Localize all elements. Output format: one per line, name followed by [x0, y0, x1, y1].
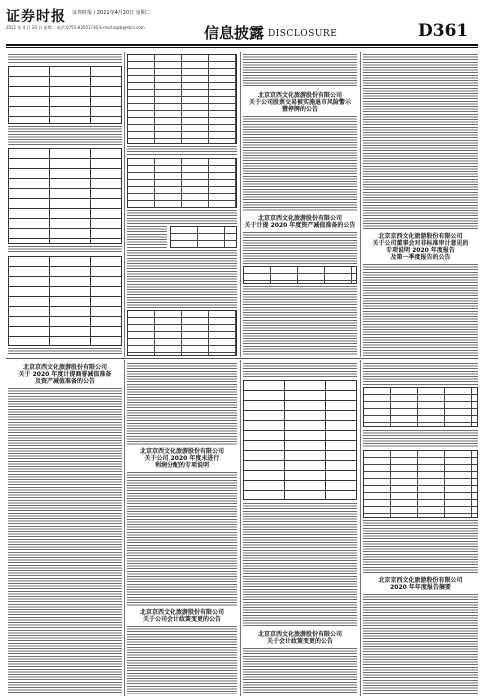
- masthead: [0, 0, 484, 50]
- data-table: [243, 380, 357, 500]
- body-text: [8, 126, 122, 146]
- body-text: [8, 388, 122, 694]
- body-text: [127, 472, 237, 606]
- body-text: [8, 348, 122, 356]
- column-divider: [124, 360, 125, 696]
- headline: 北京京西文化旅游股份有限公司 关于公司会计政策变更的公告: [127, 608, 237, 624]
- headline: 北京京西文化旅游股份有限公司 关于公司股票交易被实施退市风险警示 暨停牌的公告: [243, 91, 357, 114]
- edition-info: 证券时报 / 2021年4月20日 星期二: [72, 10, 151, 16]
- data-table: [243, 266, 357, 284]
- page-number: D361: [418, 21, 469, 41]
- body-text: [363, 54, 478, 230]
- masthead-rule: [6, 44, 478, 46]
- body-text: [363, 430, 478, 448]
- column-divider: [360, 360, 361, 696]
- headline: 北京京西文化旅游股份有限公司 关于 2020 年度计提商誉减值准备 及资产减值准备的公告: [8, 363, 122, 386]
- body-text: [363, 520, 478, 574]
- section-title: 信息披露: [204, 24, 265, 42]
- column-divider: [124, 52, 125, 357]
- body-text: [8, 54, 122, 64]
- data-table: [363, 387, 478, 427]
- section-divider: [6, 358, 478, 359]
- column-divider: [240, 360, 241, 696]
- data-table: [127, 310, 237, 356]
- body-text: [243, 116, 357, 212]
- data-table: [170, 226, 237, 248]
- body-text: [8, 246, 122, 254]
- body-text: [127, 210, 237, 224]
- body-text: [363, 594, 478, 694]
- masthead-rule-thin: [6, 47, 478, 48]
- body-text: [127, 626, 237, 694]
- newspaper-logo: 证券时报: [6, 9, 66, 25]
- headline: 北京京西文化旅游股份有限公司 关于公司董事会对非标准审计意见的 专项说明 2020 年度报告 及第一季度报告的公告: [363, 232, 478, 262]
- headline: 北京京西文化旅游股份有限公司 关于公司 2020 年度未进行 利润分配的专项说明: [127, 447, 237, 470]
- section-title-en: DISCLOSURE: [268, 29, 338, 39]
- data-table: [8, 256, 122, 346]
- body-text: [363, 264, 478, 356]
- body-text: [243, 363, 357, 377]
- data-table: [363, 450, 478, 518]
- body-text: [127, 363, 237, 445]
- data-table: [8, 148, 122, 244]
- body-text: [243, 232, 357, 264]
- headline: 北京京西文化旅游股份有限公司 2020 年年度报告摘要: [363, 576, 478, 592]
- column-divider: [360, 52, 361, 357]
- data-table: [8, 66, 122, 124]
- body-text: [243, 286, 357, 356]
- column-divider: [240, 52, 241, 357]
- body-text: [127, 250, 237, 308]
- data-table: [127, 158, 237, 208]
- body-text: [127, 226, 167, 248]
- data-table: [127, 54, 237, 144]
- headline: 北京京西文化旅游股份有限公司 关于会计政策变更的公告: [243, 630, 357, 646]
- headline: 北京京西文化旅游股份有限公司 关于计提 2020 年度资产减值准备的公告: [244, 215, 356, 229]
- body-text: [127, 146, 237, 156]
- body-text: [363, 363, 478, 385]
- body-text: [243, 648, 357, 694]
- contact-info: 2021 年 4 月 20 日 星期二 电话:0755-83501730 E-mail:zqsb@stcn.com: [6, 25, 145, 30]
- body-text: [243, 503, 357, 627]
- body-text: [243, 54, 357, 88]
